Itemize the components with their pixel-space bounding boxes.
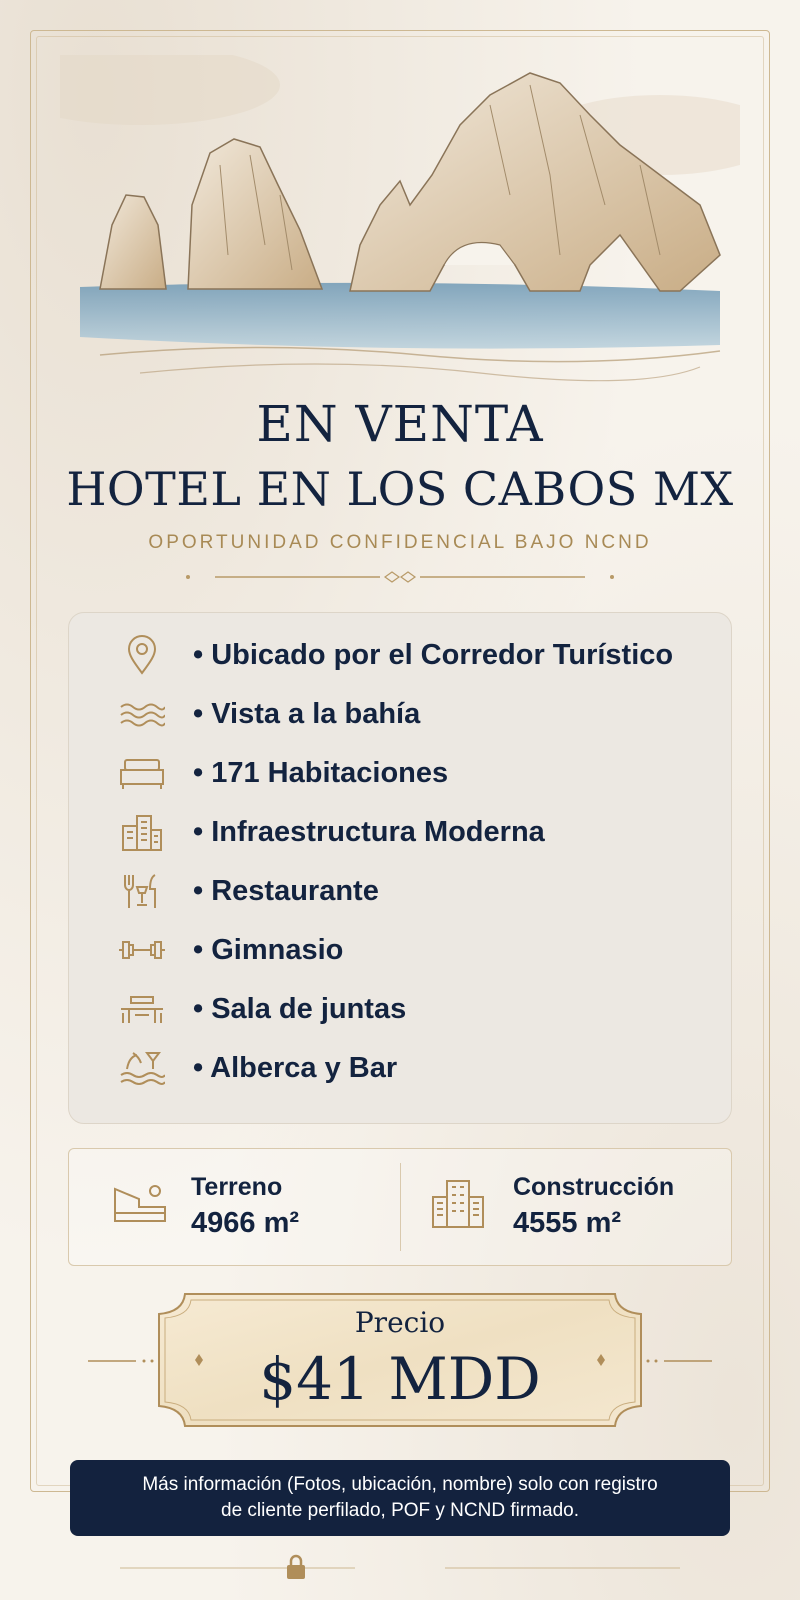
feature-label: • Restaurante — [193, 874, 379, 907]
feature-item — [119, 871, 379, 911]
feature-label: • Sala de juntas — [193, 992, 407, 1025]
los-cabos-arch-illustration — [60, 55, 740, 395]
feature-item — [119, 989, 406, 1029]
land-label: Terreno — [191, 1173, 283, 1201]
lock-icon — [285, 1554, 307, 1580]
bed-icon — [119, 753, 165, 793]
info-line-2: de cliente perfilado, POF y NCND firmado. — [221, 1500, 579, 1521]
title-hotel: HOTEL EN LOS CABOS MX — [66, 462, 734, 516]
restaurant-icon — [119, 871, 165, 911]
feature-label: • Infraestructura Moderna — [193, 815, 545, 848]
feature-label: • 171 Habitaciones — [193, 756, 449, 789]
subtitle: OPORTUNIDAD CONFIDENCIAL BAJO NCND — [148, 532, 652, 553]
price-value: $41 MDD — [259, 1345, 541, 1413]
land-value: 4966 m² — [191, 1207, 300, 1239]
construction-value: 4555 m² — [513, 1207, 622, 1239]
waves-icon — [119, 694, 165, 734]
feature-label: • Ubicado por el Corredor Turístico — [193, 638, 674, 671]
ornament-divider — [185, 570, 615, 584]
construction-label: Construcción — [513, 1173, 675, 1201]
buildings-icon — [119, 812, 165, 852]
dumbbell-icon — [119, 930, 165, 970]
feature-label: • Alberca y Bar — [193, 1051, 398, 1084]
price-label: Precio — [354, 1306, 446, 1339]
stats-panel — [68, 1148, 732, 1266]
bottom-ornament — [120, 1552, 680, 1582]
land-icon — [111, 1177, 169, 1229]
feature-label: • Gimnasio — [193, 933, 344, 966]
title-en-venta: EN VENTA — [256, 395, 544, 453]
feature-item — [119, 753, 448, 793]
meeting-table-icon — [119, 989, 165, 1029]
location-pin-icon — [119, 635, 165, 675]
feature-label: • Vista a la bahía — [193, 697, 421, 730]
info-banner — [70, 1460, 730, 1536]
feature-item — [119, 694, 420, 734]
feature-item — [119, 1048, 397, 1088]
info-line-1: Más información (Fotos, ubicación, nombre) solo con registro — [142, 1474, 658, 1495]
building-icon — [429, 1177, 487, 1229]
features-panel — [68, 612, 732, 1124]
feature-item — [119, 930, 343, 970]
pool-bar-icon — [119, 1048, 165, 1088]
stats-divider — [400, 1163, 401, 1251]
feature-item — [119, 812, 545, 852]
feature-item — [119, 635, 673, 675]
